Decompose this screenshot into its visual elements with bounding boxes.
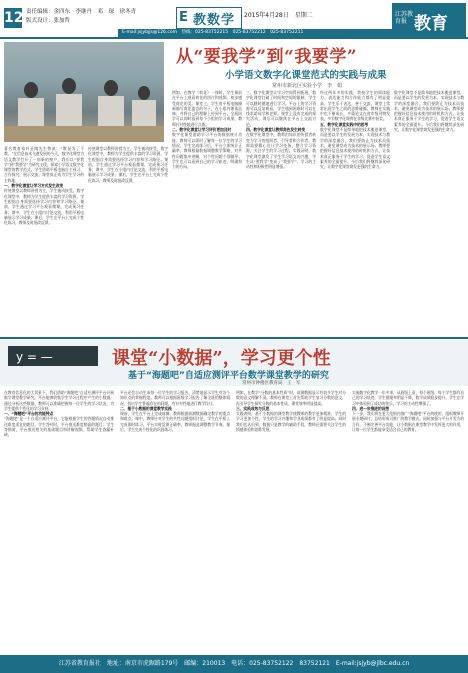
header-rule [0,37,468,39]
article2-column-3 [236,390,346,652]
newspaper-logo [392,3,466,37]
article2-column-1 [4,390,114,652]
body-text: 数字化课堂不是简单地把技术搬进课堂，而是要以学生的发展为本，实现技术与教学的深度融合。我们要防止为技术而技术，避免课堂成为技术的展示场。教师要把握好信息技术使用的时机和方式，让技术真正服务于学生的学习，促进学生语文素养的全面提升。今后我们将继续深化研究，让数字化课堂焕发更强的生命力。 [320,127,390,170]
editor-info [26,8,136,26]
article1-title: 从“要我学”到“我要学” [176,47,358,67]
body-text: 数字化课堂不是简单地把技术搬进课堂，而是要以学生的发展为本，实现技术与教学的深度融合。我们要防止为技术而技术，避免课堂成为技术的展示场。教师要把握好信息技术使用的时机和方式，让技术真正服务于学生的学习，促进学生语文素养的全面提升。今后我们将继续深化研究，让数字化课堂焕发更强的生命力。 [394,90,464,133]
section-heading: 四、进一步推进的设想 [352,405,389,411]
body-text: 例如，在教学《荷花》一课时，学生课前在平台上观看荷花的图片和视频，初步感受荷花的美。课堂上，学生用平板电脑圈画描写荷花姿态的句子，在小组内朗读品味，并将自己的理解上传到平台，全班同学可以即时看到每个小组的学习成果，教师针对性地进行点拨。 [172,90,242,127]
article2-column-2 [120,390,230,652]
contact-band: E-mail:jsjybjjs@126.com 热线：025-83752215 025-83752212 025-83752211 [118,29,394,37]
body-text: 在数字化课堂中，教师由知识的传授者转变为学习的组织者、引导者和合作者。教师需要精心设计学习任务，整合学习资源，关注学生的学习过程。实践证明，数字化课堂激发了学生学习语文的兴趣，学生从“要我学”变成了“我要学”，学习的主动性和积极性明显增强。 [246,132,316,170]
article1-column-4 [320,90,390,334]
body-text: 课前，学生在平台上完成前测，教师根据前测数据确定教学的重点和难点。课中，教师针对学生的共性问题组织讨论，学生在平板上完成即时练习，平台实时反馈正确率，教师据此调整教学节奏。课后，学生完成个性化的巩固练习。 [120,411,230,433]
design-line: 版式设计：张加哲 [26,18,71,24]
svg-text:y = —: y = — [16,350,53,364]
body-text: 下一步，我们将在更大范围内推广“海题吧”平台的使用，组织教师开展专题研讨，总结形成可推广的教学模式。同时加强与平台开发方的合作，不断完善平台功能，让小数据在课堂教学中发挥更大的作用，让每一位学生都能享受适合自己的教育。 [352,411,464,433]
article2-subtitle: 基于“海题吧”自适应测评平台数学课堂教学的研究 [128,371,329,381]
article1-author: 常州市新北区实验小学 李 娟 [272,83,343,89]
classroom-photo [4,42,164,142]
body-text: 平台还会自动生成每一位学生的学习报告，清楚地显示学生对各个知识点的掌握程度。教师可以根据班级学习报告了解全班的整体情况，找出学生普遍存在的问题，有针对性地进行教学设计。 [120,390,230,406]
body-text: 传统课堂以教师讲授为主，学生被动接受。数字化课堂中，教师为学生提供丰富的学习资源，学生根据自身需要选择学习内容和学习路径。课前，学生通过学习平台观看微课，完成预习任务；课中，学生在小组内讨论交流，利用平板电脑展示学习成果；课后，学生在平台上完成个性化练习，教师及时批改反馈。 [88,146,168,183]
section-name: 教数学 [193,13,236,28]
section-heading: 四、数字化课堂让教师角色发生转变 [246,127,306,133]
section-heading: 二、基于小数据的课堂教学实践 [120,405,172,411]
article1-column-5 [394,90,464,334]
article1-subtitle: 小学语文数字化课堂范式的实践与成果 [225,70,387,81]
body-text: 实践表明，基于小数据的课堂教学使教师的教学更加精准，学生的学习更加个性。学生的学习兴趣和学业成绩都有了明显提高。同时我们也认识到，数据只是教学的辅助手段，教师还需要关注学生的情感体验和思维发展。 [236,411,346,433]
section-heading: 一、数字化课堂让学习方式发生改变 [4,183,64,189]
section-divider [0,337,468,339]
article2-column-4 [352,390,464,652]
article1-column-1a [4,146,84,334]
section-heading: 三、实践成效与反思 [236,405,270,411]
body-text: 在教育信息化的大背景下，我们借助“海题吧”自适应测评平台开展数学课堂教学研究。平台能够收集学生学习过程中产生的小数据，通过分析这些数据，教师可以准确把握每一位学生的学习状况，为学生提供个性化的学习支持。 [4,390,114,411]
section-heading: 五、数字化课堂实践中的思考 [320,121,369,127]
issue-date: 2015年4月28日 星期二 [244,12,313,19]
section-heading: 一、“海题吧”平台的功能特点 [4,411,54,417]
body-text: 例如，在教学“分数的基本性质”时，前测数据显示有较多学生对分数的意义理解不清。教师在课堂上首先帮助学生复习分数的意义，再引导学生探究分数的基本性质，课堂效率明显提高。 [236,390,346,406]
body-text: 实施数字化教学一年多来，从班级上看，每个班级、每个学生都有自己的学习轨迹，学生错题率明显下降，数学成绩稳步提升。学生在学习中体验到了成功的快乐，学习的主动性增强了。 [352,390,464,406]
article1-column-3 [246,90,316,334]
body-text: 经过两年多的实践，我校学生的阅读能力、表达能力和合作能力都有了明显提高。学生乐于表达，善于交流，课堂上常常出现学生之间的思维碰撞。教师在实践中也不断成长，多篇论文在省市级刊物发表，多节数字化课例在各级比赛中获奖。 [320,90,390,122]
article1-column-1b [88,146,168,334]
page-number: 12 [4,10,24,26]
article2-author: 常州市钟楼区教育局 王 军 [242,381,301,386]
section-mark: E [179,10,188,25]
body-text: “海题吧”是一个自适应测评平台，它能根据学生的答题情况自动推送难度适宜的题目。学生答对时，平台推送难度稍高的题目；学生答错时，平台推送相关的基础题目和讲解视频，帮助学生查漏补缺。 [4,416,114,438]
chalk-y-equals-icon [8,342,98,370]
logo-text: 教育 [414,14,448,34]
editor-line: 责任编辑：金四东 李继丹 邓 琛 徐冬青 [26,9,137,15]
body-text: 传统课堂以教师讲授为主，学生被动接受。数字化课堂中，教师为学生提供丰富的学习资源，学生根据自身需要选择学习内容和学习路径。课前，学生通过学习平台观看微课，完成预习任务；课中，学生在小组内讨论交流，利用平板电脑展示学习成果；课后，学生在平台上完成个性化练习，教师及时批改反馈。 [4,188,84,226]
article1-column-2 [172,90,242,334]
page-footer: 江苏省教育报社 地址：南京市虎踞路179号 邮编：210013 电话：025-83752122 83752121 E-mail:jsjyb@jlbc.edu.cn [0,655,468,673]
body-text: 著名教育家叶圣陶先生曾说：“教是为了不教。”在信息技术飞速发展的今天，数字化课堂为语文教学打开了一扇新的窗户。我们以“要我学”到“我要学”为研究主线，探索小学语文数字化课堂的教学范式。学生借助平板电脑自主预习、合作探究、展示交流，课堂真正成为学生学习的主阵地。 [4,146,84,183]
article2-title: 课堂“小数据”，学习更个性 [112,348,331,369]
body-text: 数字化课堂借助学习平台的数据统计功能，教师可以即时了解每一位学生的学习情况。学生完成练习后，平台立即统计正确率，教师根据数据调整教学策略，对共性问题集中讲解，对个性问题个别辅导。学生也可以看到自己的学习轨迹，明确努力的方向。 [172,132,242,170]
section-heading: 二、数字化课堂让学习评价更加及时 [172,127,232,133]
logo-small-text: 江苏教育报 [395,11,414,25]
body-text: 三、数字化课堂让学习空间得到拓展。数字化课堂打破了时间和空间的限制，学生可以随时随地进行学习。平台上的学习资源可以反复观看，学生遇到困难时可以在线求助同学和老师。课堂上没有完成的探究活动，课后可以继续在平台上交流讨论。 [246,90,316,127]
